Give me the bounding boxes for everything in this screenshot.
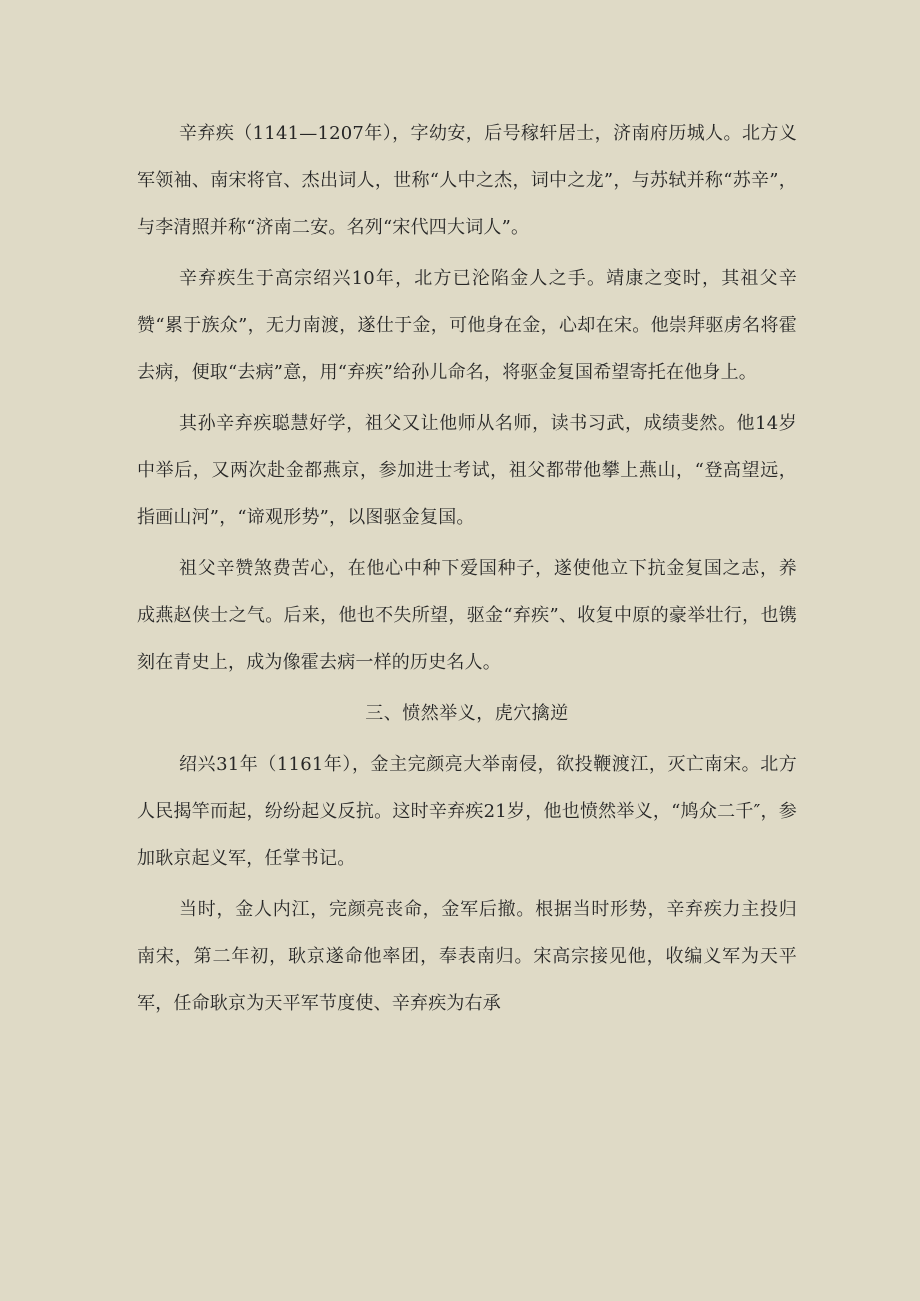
- paragraph-4: 祖父辛赞煞费苦心，在他心中种下爱国种子，遂使他立下抗金复国之志，养成燕赵侠士之气。后来，他也不失所望，驱金“弃疾”、收复中原的豪举壮行，也镌刻在青史上，成为像霍去病一样的历史名人。: [137, 558, 797, 673]
- paragraph-5: 绍兴31年（1161年），金主完颜亮大举南侵，欲投鞭渡江，灭亡南宋。北方人民揭竿而起，纷纷起义反抗。这时辛弃疾21岁，他也愤然举义，“鸠众二千″，参加耿京起义军，任掌书记。: [137, 754, 797, 869]
- paragraph-1: 辛弃疾（1141—1207年），字幼安，后号稼轩居士，济南府历城人。北方义军领袖、南宋将官、杰出词人，世称“人中之杰，词中之龙”，与苏轼并称“苏辛”，与李清照并称“济南二安。名列“宋代四大词人”。: [137, 123, 797, 238]
- paragraph-6: 当时，金人内江，完颜亮丧命，金军后撤。根据当时形势，辛弃疾力主投归南宋，第二年初，耿京遂命他率团，奉表南归。宋高宗接见他，收编义军为天平军，任命耿京为天平军节度使、辛弃疾为右承: [137, 899, 797, 1014]
- paragraph-2: 辛弃疾生于高宗绍兴10年，北方已沦陷金人之手。靖康之变时，其祖父辛赞“累于族众”，无力南渡，遂仕于金，可他身在金，心却在宋。他崇拜驱虏名将霍去病，便取“去病”意，用“弃疾”给孙儿命名，将驱金复国希望寄托在他身上。: [137, 268, 797, 383]
- section-heading: 三、愤然举义，虎穴擒逆: [365, 703, 569, 724]
- paragraph-3: 其孙辛弃疾聪慧好学，祖父又让他师从名师，读书习武，成绩斐然。他14岁中举后，又两次赴金都燕京，参加进士考试，祖父都带他攀上燕山，“登高望远，指画山河”，“谛观形势”，以图驱金复国。: [137, 413, 797, 528]
- document-page: [137, 110, 797, 1031]
